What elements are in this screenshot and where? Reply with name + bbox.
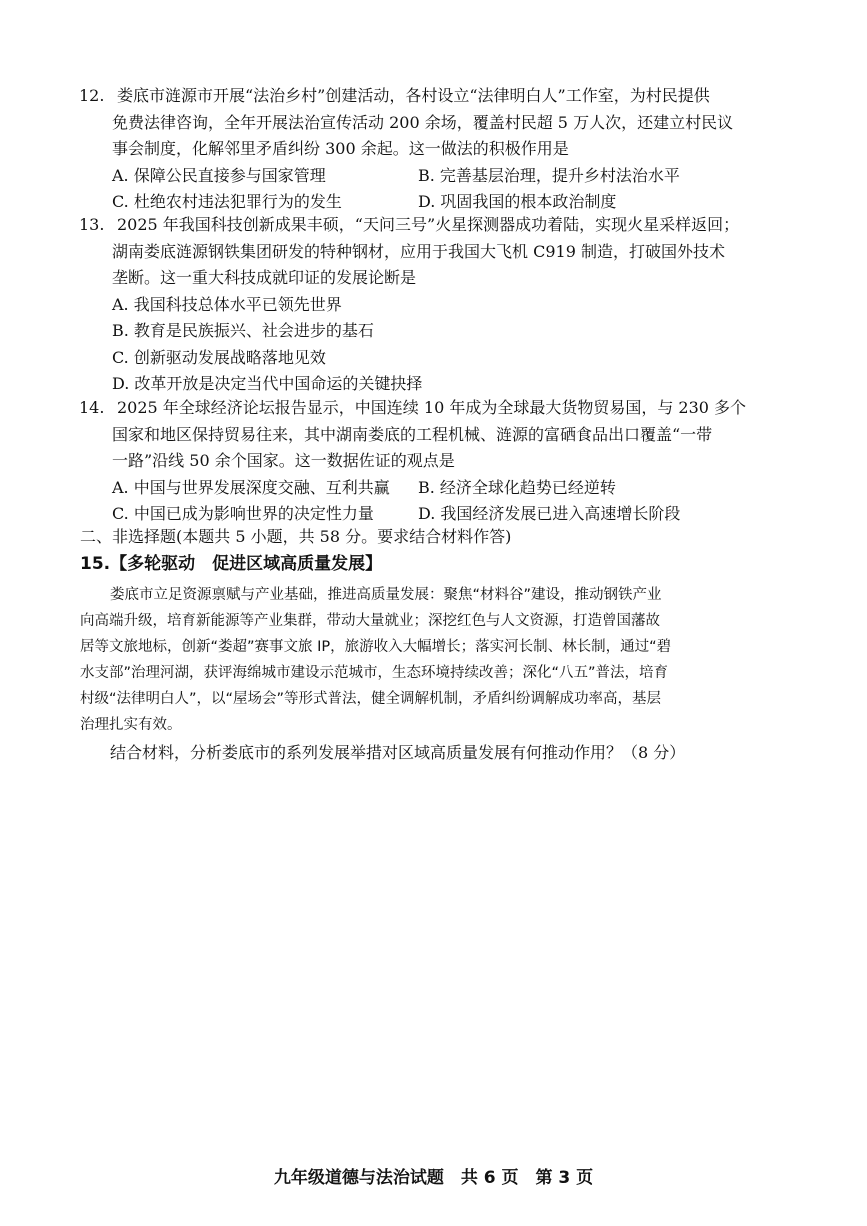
material-line: 居等文旅地标，创新“娄超”赛事文旅 IP，旅游收入大幅增长；落实河长制、林长制，通过“碧 (80, 639, 672, 655)
option-c: C. 创新驱动发展战略落地见效 (112, 347, 326, 367)
question-12 (79, 83, 804, 216)
option-c: C. 中国已成为影响世界的决定性力量 (112, 504, 374, 523)
question-15-material (80, 582, 805, 738)
question-14 (79, 395, 804, 528)
question-text-line: 垄断。这一重大科技成就印证的发展论断是 (112, 268, 417, 287)
option-a: A. 我国科技总体水平已领先世界 (112, 294, 342, 314)
material-line: 水支部”治理河湖，获评海绵城市建设示范城市，生态环境持续改善；深化“八五”普法，培育 (80, 665, 669, 681)
material-line: 村级“法律明白人”，以“屋场会”等形式普法，健全调解机制，矛盾纠纷调解成功率高，基层 (80, 691, 662, 707)
question-text-line: 2025 年全球经济论坛报告显示，中国连续 10 年成为全球最大货物贸易国，与 230 多个 (117, 398, 747, 417)
section-heading: 二、非选择题(本题共 5 小题，共 58 分。要求结合材料作答) (80, 527, 512, 546)
question-text-line: 2025 年我国科技创新成果丰硕，“天问三号”火星探测器成功着陆，实现火星采样返回； (117, 215, 740, 234)
material-line: 向高端升级，培育新能源等产业集群，带动大量就业；深挖红色与人文资源，打造曾国藩故 (80, 613, 660, 629)
option-d: D. 改革开放是决定当代中国命运的关键抉择 (112, 374, 423, 393)
option-d: D. 巩固我国的根本政治制度 (418, 192, 617, 211)
option-a: A. 保障公民直接参与国家管理 (112, 165, 326, 185)
material-line: 娄底市立足资源禀赋与产业基础，推进高质量发展：聚焦“材料谷”建设，推动钢铁产业 (110, 587, 662, 603)
question-text-line: 国家和地区保持贸易往来，其中湖南娄底的工程机械、涟源的富硒食品出口覆盖“一带 (112, 424, 713, 444)
material-line: 治理扎实有效。 (80, 717, 182, 733)
question-text-line: 一路”沿线 50 余个国家。这一数据佐证的观点是 (112, 451, 455, 470)
page-footer: 九年级道德与法治试题 共 6 页 第 3 页 (273, 1168, 594, 1188)
question-text-line: 事会制度，化解邻里矛盾纠纷 300 余起。这一做法的积极作用是 (112, 139, 569, 158)
question-text-line: 免费法律咨询，全年开展法治宣传活动 200 余场，覆盖村民超 5 万人次，还建立村民议 (112, 112, 734, 132)
option-b: B. 教育是民族振兴、社会进步的基石 (112, 321, 374, 340)
option-a: A. 中国与世界发展深度交融、互利共赢 (112, 477, 390, 497)
question-13 (79, 212, 804, 398)
question-15-prompt: 结合材料，分析娄底市的系列发展举措对区域高质量发展有何推动作用？（8 分） (110, 743, 686, 762)
option-d: D. 我国经济发展已进入高速增长阶段 (418, 504, 681, 523)
question-number: 12. (79, 86, 105, 105)
question-number: 14. (79, 398, 105, 417)
option-b: B. 完善基层治理，提升乡村法治水平 (418, 165, 680, 185)
option-b: B. 经济全球化趋势已经逆转 (418, 477, 616, 497)
question-15-title: 15.【多轮驱动 促进区域高质量发展】 (80, 554, 383, 574)
question-text-line: 湖南娄底涟源钢铁集团研发的特种钢材，应用于我国大飞机 C919 制造，打破国外技术 (112, 241, 725, 261)
question-text-line: 娄底市涟源市开展“法治乡村”创建活动，各村设立“法律明白人”工作室，为村民提供 (117, 86, 710, 105)
question-number: 13. (79, 215, 105, 234)
option-c: C. 杜绝农村违法犯罪行为的发生 (112, 192, 342, 211)
